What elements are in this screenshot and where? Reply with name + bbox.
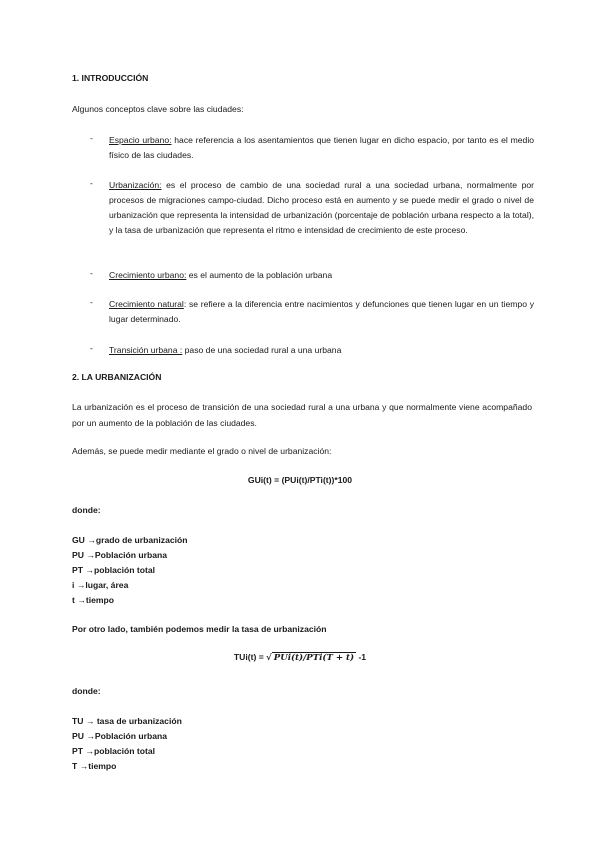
formula-grado-urbanizacion: GUi(t) = (PUi(t)/PTi(t))*100 xyxy=(247,475,353,485)
definition-item: PU →Población urbana xyxy=(72,550,168,560)
bullet-dash: - xyxy=(90,178,93,188)
term-urbanizacion: Urbanización: xyxy=(109,180,162,190)
term-definition: hace referencia a los asentamientos que tienen lugar en dicho espacio, por tanto es el medio físico de las ciudades. xyxy=(109,135,535,160)
bullet-dash: - xyxy=(90,133,93,143)
bullet-dash: - xyxy=(90,297,93,307)
donde-label: donde: xyxy=(72,505,101,515)
definition-item: PU →Población urbana xyxy=(72,731,168,741)
section-1-heading: 1. INTRODUCCIÓN xyxy=(72,73,149,83)
formula-rhs: -1 xyxy=(356,652,367,662)
definition-item: PT →población total xyxy=(72,746,156,756)
section-2-heading: 2. LA URBANIZACIÓN xyxy=(72,372,162,382)
formula-tasa-urbanizacion xyxy=(0,652,600,663)
list-item xyxy=(109,268,534,283)
definition-item: GU →grado de urbanización xyxy=(72,535,188,545)
definition-item: PT →población total xyxy=(72,565,156,575)
section-2-paragraph: Además, se puede medir mediante el grado o nivel de urbanización: xyxy=(72,446,332,456)
definition-item: t →tiempo xyxy=(72,595,115,605)
term-definition: : se refiere a la diferencia entre nacimientos y defunciones que tienen lugar en un tiempo y lugar determinado. xyxy=(109,299,534,324)
formula-radicand: PUi(t)/PTi(T + t) xyxy=(273,653,355,663)
term-definition: es el aumento de la población urbana xyxy=(186,270,333,280)
formula-lhs: TUi(t) = xyxy=(233,652,267,662)
term-definition: es el proceso de cambio de una sociedad rural a una sociedad urbana, normalmente por procesos de migraciones campo-ciudad. Dicho proceso está en aumento y se puede medir el grado o nivel de urbanización que representa la intensidad de urbanización (porcentaje de población urbana respecto a la total), y la tasa de urbanización que representa el ritmo e intensidad de crecimiento de este proceso. xyxy=(109,180,534,235)
term-definition: paso de una sociedad rural a una urbana xyxy=(182,345,342,355)
term-crecimiento-natural: Crecimiento natural xyxy=(109,299,184,309)
definition-item: TU → tasa de urbanización xyxy=(72,716,182,726)
section-2-paragraph: Por otro lado, también podemos medir la tasa de urbanización xyxy=(72,624,327,634)
term-transicion-urbana: Transición urbana : xyxy=(109,345,183,355)
definition-list xyxy=(72,533,188,608)
list-item xyxy=(109,133,534,163)
definition-item: i →lugar, área xyxy=(72,580,129,590)
list-item xyxy=(109,297,534,327)
list-item xyxy=(109,178,534,238)
definition-list xyxy=(72,714,182,774)
section-1-intro: Algunos conceptos clave sobre las ciudades: xyxy=(72,104,244,114)
donde-label: donde: xyxy=(72,686,101,696)
radical-sign: √ xyxy=(266,653,272,663)
term-espacio-urbano: Espacio urbano: xyxy=(109,135,172,145)
term-crecimiento-urbano: Crecimiento urbano: xyxy=(109,270,187,280)
section-2-paragraph: La urbanización es el proceso de transición de una sociedad rural a una urbana y que normalmente viene acompañado por un aumento de la población de las ciudades. xyxy=(72,402,532,428)
definition-item: T →tiempo xyxy=(72,761,117,771)
bullet-dash: - xyxy=(90,268,93,278)
bullet-dash: - xyxy=(90,343,93,353)
list-item xyxy=(109,343,534,358)
